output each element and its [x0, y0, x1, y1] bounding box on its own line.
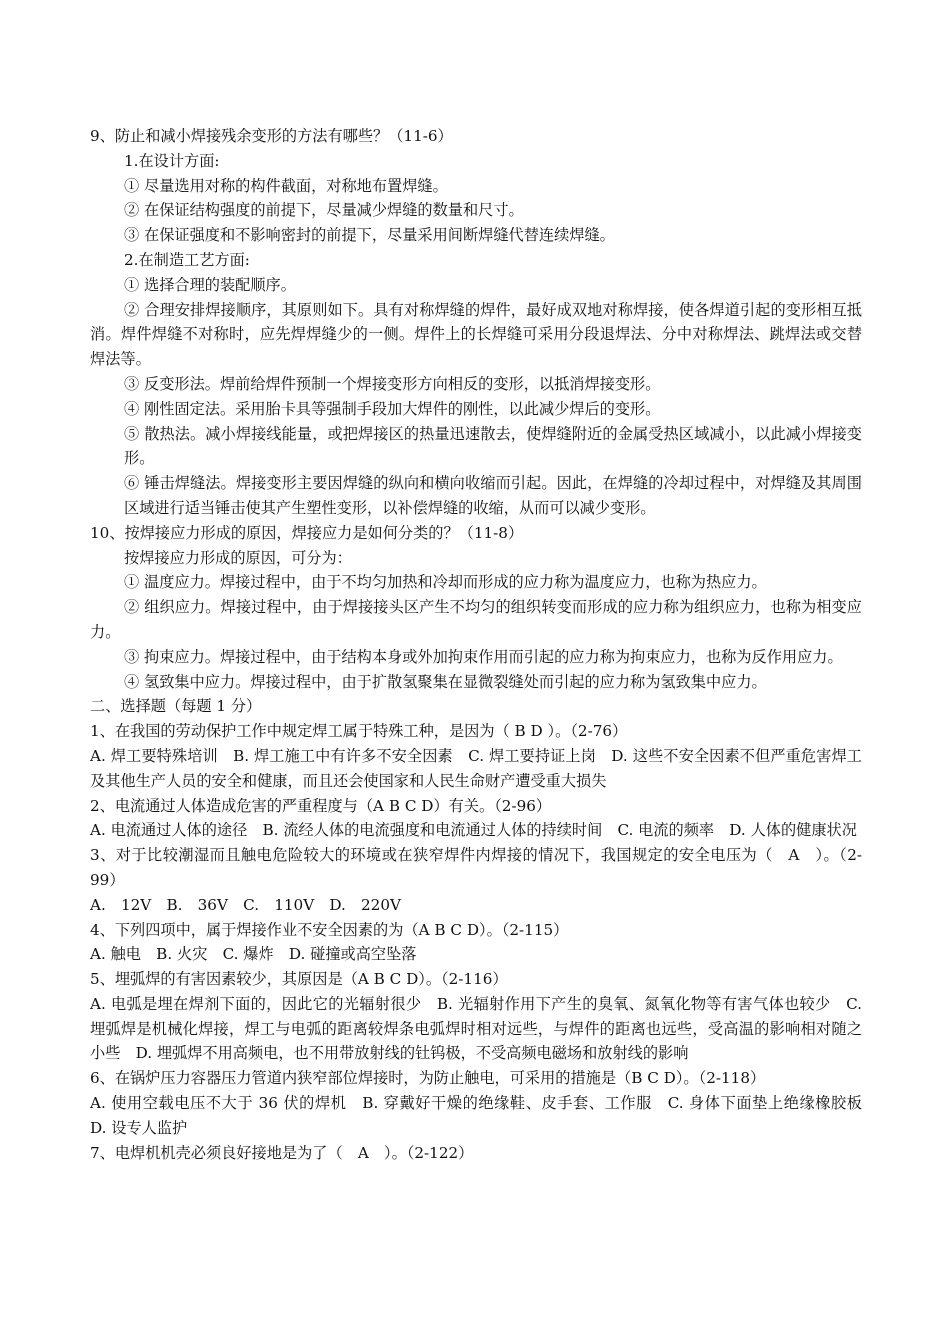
design-item: ① 尽量选用对称的构件截面，对称地布置焊缝。 — [124, 176, 448, 195]
process-heading: 2.在制造工艺方面: — [124, 250, 250, 269]
document-body — [90, 124, 878, 1165]
choice-question: 2、电流通过人体造成危害的严重程度与（A B C D）有关。（2-96） — [90, 796, 552, 815]
choice-options: A. 触电 B. 火灾 C. 爆炸 D. 碰撞或高空坠落 — [90, 945, 417, 964]
stress-item: ① 温度应力。焊接过程中，由于不均匀加热和冷却而形成的应力称为温度应力，也称为热应力。 — [124, 573, 767, 592]
choice-question: 4、下列四项中，属于焊接作业不安全因素的为（A B C D）。（2-115） — [90, 920, 569, 939]
design-heading: 1.在设计方面: — [124, 151, 220, 170]
stress-item: ④ 氢致集中应力。焊接过程中，由于扩散氢聚集在显微裂缝处而引起的应力称为氢致集中应力。 — [124, 672, 767, 691]
process-item: ④ 刚性固定法。采用胎卡具等强制手段加大焊件的刚性，以此减少焊后的变形。 — [124, 399, 661, 418]
section-2-heading: 二、选择题（每题 1 分） — [90, 697, 262, 716]
choice-question: 7、电焊机机壳必须良好接地是为了（ A ）。（2-122） — [90, 1143, 474, 1162]
question-9-title: 9、防止和减小焊接残余变形的方法有哪些？（11-6） — [90, 127, 453, 145]
choice-options: A. 12V B. 36V C. 110V D. 220V — [90, 895, 401, 914]
choice-question: 1、在我国的劳动保护工作中规定焊工属于特殊工种，是因为（ B D ）。（2-76） — [90, 722, 628, 741]
stress-item: ② 组织应力。焊接过程中，由于焊接接头区产生不均匀的组织转变而形成的应力称为组织应力，也称为相变应力。 — [90, 598, 862, 641]
question-10-title: 10、按焊接应力形成的原因，焊接应力是如何分类的？（11-8） — [90, 523, 524, 542]
process-item: ⑥ 锤击焊缝法。焊接变形主要因焊缝的纵向和横向收缩而引起。因此，在焊缝的冷却过程中，对焊缝及其周围区域进行适当锤击使其产生塑性变形，以补偿焊缝的收缩，从而可以减少变形。 — [124, 474, 862, 517]
question-10-intro: 按焊接应力形成的原因，可分为： — [124, 548, 352, 567]
process-item: ③ 反变形法。焊前给焊件预制一个焊接变形方向相反的变形，以抵消焊接变形。 — [124, 374, 661, 393]
choice-options: A. 电弧是埋在焊剂下面的，因此它的光辐射很少 B. 光辐射作用下产生的臭氧、氮氧化物等有害气体也较少 C. 埋弧焊是机械化焊接，焊工与电弧的距离较焊条电弧焊时相对远些，与焊件的距离也远些，受高温的影响相对随之小些 D. 埋弧焊不用高频电，也不用带放射线的钍钨极，不受高频电磁场和放射线的影响 — [90, 994, 862, 1063]
choice-question: 6、在锅炉压力容器压力管道内狭窄部位焊接时，为防止触电，可采用的措施是（B C D）。（2-118） — [90, 1069, 766, 1088]
design-item: ② 在保证结构强度的前提下，尽量减少焊缝的数量和尺寸。 — [124, 201, 524, 220]
process-item: ⑤ 散热法。减小焊接线能量，或把焊接区的热量迅速散去，使焊缝附近的金属受热区域减小，以此减小焊接变形。 — [124, 424, 862, 468]
choice-options: A. 电流通过人体的途径 B. 流经人体的电流强度和电流通过人体的持续时间 C. 电流的频率 D. 人体的健康状况 — [90, 821, 857, 840]
choice-options: A. 焊工要特殊培训 B. 焊工施工中有许多不安全因素 C. 焊工要持证上岗 D. 这些不安全因素不但严重危害焊工及其他生产人员的安全和健康，而且还会使国家和人民生命财产遭受重大损失 — [90, 746, 862, 790]
choice-question: 3、对于比较潮湿而且触电危险较大的环境或在狭窄焊件内焊接的情况下，我国规定的安全电压为（ A ）。（2-99） — [90, 846, 862, 889]
process-item: ② 合理安排焊接顺序，其原则如下。具有对称焊缝的焊件，最好成双地对称焊接，使各焊道引起的变形相互抵消。焊件焊缝不对称时，应先焊焊缝少的一侧。焊件上的长焊缝可采用分段退焊法、分中对称焊法、跳焊法或交替焊法等。 — [90, 300, 862, 369]
choice-question: 5、埋弧焊的有害因素较少，其原因是（A B C D）。（2-116） — [90, 970, 508, 989]
design-item: ③ 在保证强度和不影响密封的前提下，尽量采用间断焊缝代替连续焊缝。 — [124, 226, 615, 245]
choice-options: A. 使用空载电压不大于 36 伏的焊机 B. 穿戴好干燥的绝缘鞋、皮手套、工作服 C. 身体下面垫上绝缘橡胶板 D. 设专人监护 — [90, 1094, 878, 1137]
stress-item: ③ 拘束应力。焊接过程中，由于结构本身或外加拘束作用而引起的应力称为拘束应力，也称为反作用应力。 — [124, 647, 843, 666]
process-item: ① 选择合理的装配顺序。 — [124, 275, 296, 294]
